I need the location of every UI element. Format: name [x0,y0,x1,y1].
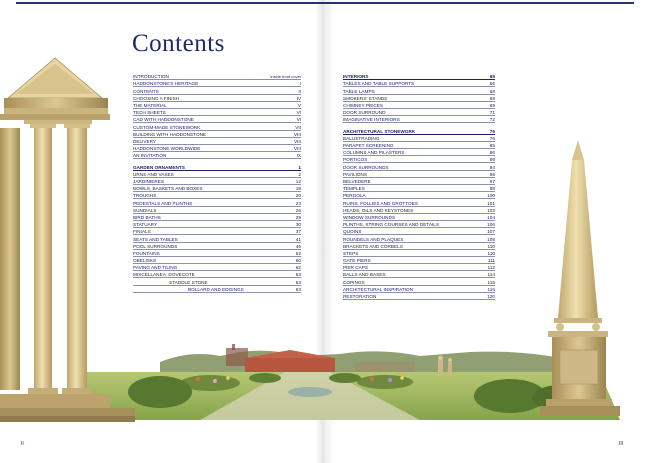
toc-entry-page: 68 [489,95,495,101]
toc-entry-page: 89 [489,157,495,163]
toc-entry-page: 111 [487,258,495,264]
toc-entry-label: BOLLARD AND EDGINGS [188,286,244,292]
toc-entry [343,116,495,123]
toc-entry-label: PERGOLA [343,193,366,199]
toc-entry-label: SMOKERS' STANDS [343,95,388,101]
toc-entry-page: 41 [295,236,301,242]
toc-entry-label: PORTICOS [343,157,368,163]
toc-entry [133,243,301,250]
toc-entry-page: VIII [293,131,301,137]
toc-entry-page: 52 [295,250,301,256]
toc-entry [343,156,495,163]
toc-right-column [343,73,495,300]
toc-entry-label: STADDLE STONE [169,279,208,285]
toc-entry-label: CHOOSING A FINISH [133,95,180,101]
toc-entry-page: 62 [295,265,301,271]
toc-entry-page: 116 [487,286,495,292]
toc-entry [343,163,495,170]
toc-entry-label: CUSTOM-MADE STONEWORK [133,124,201,130]
toc-section-heading [133,163,301,170]
toc-entry [133,116,301,123]
toc-entry-label: CAD WITH HADDONSTONE [133,117,194,123]
toc-entry-page: 72 [489,117,495,123]
toc-entry [133,102,301,109]
toc-entry-label: AN INVITATION [133,153,167,159]
toc-entry-label: SUNDIALS [133,207,157,213]
toc-entry-page: I [299,81,301,87]
toc-entry-label: PAVING AND TILING [133,265,178,271]
toc-entry [133,235,301,242]
toc-entry-page: 107 [487,229,495,235]
toc-entry-page: 20 [295,193,301,199]
toc-entry [343,214,495,221]
toc-entry [133,278,301,285]
toc-entry [133,257,301,264]
toc-entry-label: DOOR SURROUNDS [343,164,389,170]
toc-entry-label: PAVILIONS [343,171,368,177]
toc-entry-label: INTERIORS [343,74,369,80]
toc-entry-page: 37 [295,229,301,235]
toc-entry [343,142,495,149]
toc-entry [133,228,301,235]
toc-entry-page: V [297,102,301,108]
toc-entry-label: GATE PIERS [343,258,371,264]
toc-entry-page: 114 [487,272,495,278]
toc-entry-page: 100 [487,193,495,199]
toc-entry-page: 108 [487,236,495,242]
toc-entry [343,185,495,192]
toc-entry-page: 66 [489,81,495,87]
toc-entry-page: VIII [293,138,301,144]
toc-entry-label: THE MATERIAL [133,102,167,108]
toc-entry-page: 63 [295,272,301,278]
toc-entry-label: BELVEDERE [343,179,371,184]
toc-entry-label: TEMPLES [343,186,365,192]
toc-entry-label: GARDEN ORNAMENTS [133,164,185,170]
toc-entry-page: 46 [295,243,301,249]
toc-entry [133,264,301,271]
toc-entry-page: 106 [487,222,495,228]
toc-entry-page: 68 [489,88,495,94]
toc-entry-page: 69 [489,102,495,108]
toc-entry-page: 18 [295,186,301,192]
toc-entry-page: 60 [295,258,301,264]
toc-entry [133,138,301,145]
toc-entry-label: POOL SURROUNDS [133,243,178,249]
toc-entry [133,286,301,293]
toc-entry-page: 98 [489,186,495,192]
toc-section-heading [343,128,495,135]
portico-illustration [0,58,135,422]
toc-entry-page: 120 [487,294,495,299]
toc-entry-page: 30 [295,222,301,228]
toc-entry-label: HADDONSTONE'S HERITAGE [133,81,199,87]
toc-entry-label: OBELISKS [133,258,157,264]
toc-entry [343,192,495,199]
toc-entry-label: TABLES AND TABLE SUPPORTS [343,81,415,87]
toc-entry-label: IMAGINATIVE INTERIORS [343,117,400,123]
toc-entry-page: 110 [487,243,495,249]
toc-entry-page: 85 [489,143,495,149]
toc-entry [133,131,301,138]
toc-entry-label: PEDESTALS AND PLINTHS [133,200,193,206]
toc-entry-label: COPINGS [343,279,365,285]
toc-entry [133,109,301,116]
toc-entry [343,171,495,178]
toc-entry-label: BOWLS, BASKETS AND BOXES [133,186,203,192]
toc-entry-page: IX [296,153,301,159]
toc-entry-page: 104 [487,214,495,220]
toc-entry-page: VIII [293,146,301,152]
toc-entry [133,192,301,199]
background-hedges [160,344,560,372]
toc-entry [133,178,301,185]
toc-entry-page: IV [296,95,301,101]
toc-entry-page: 12 [295,179,301,184]
toc-entry-label: STATUARY [133,222,158,228]
toc-entry [133,185,301,192]
toc-entry-page: 29 [295,214,301,220]
toc-section-heading [343,73,495,80]
toc-entry-page: VII [295,124,301,130]
folio-left: II [21,441,24,447]
toc-entry-page: 115 [487,279,495,285]
toc-entry-page: 112 [487,265,495,271]
toc-entry [343,264,495,271]
toc-entry-page: 65 [489,74,495,80]
toc-entry-page: 63 [295,286,301,292]
toc-entry [343,87,495,94]
toc-entry-label: HADDONSTONE WORLDWIDE [133,146,201,152]
toc-entry-label: INTRODUCTION [133,74,169,80]
toc-entry [133,123,301,130]
pond [288,387,332,397]
toc-entry [343,257,495,264]
toc-entry [343,228,495,235]
toc-entry-page: Inside front cover [270,74,301,80]
toc-entry-label: PLINTHS, STRING COURSES AND DETAILS [343,222,440,228]
toc-entry-label: URNS AND VASES [133,171,174,177]
toc-entry-page: 75 [489,128,495,134]
toc-entry-page: 97 [489,179,495,184]
toc-entry [343,135,495,142]
toc-entry-page: 95 [489,171,495,177]
toc-entry-label: HEADS, OILS AND KEYSTONES [343,207,414,213]
toc-entry-page: 1 [298,164,301,170]
toc-entry-page: 110 [487,250,495,256]
toc-entry-label: FINIALS [133,229,151,235]
toc-entry [133,152,301,159]
toc-entry-label: MISCELLANEA: DOVECOTE [133,272,195,278]
page-title: Contents [132,30,225,57]
toc-entry-label: DELIVERY [133,138,157,144]
toc-entry-page: 23 [295,200,301,206]
toc-entry [133,271,301,278]
toc-entry-page: 2 [298,171,301,177]
folio-right: III [619,441,624,447]
toc-entry-label: RESTORATION [343,294,377,299]
toc-entry [343,221,495,228]
toc-entry-page: 71 [489,110,495,116]
toc-entry-page: 63 [295,279,301,285]
toc-entry-label: CONTENTS [133,88,159,94]
toc-entry [133,95,301,102]
toc-entry-label: JARDINIERES [133,179,164,184]
toc-entry [343,80,495,87]
toc-entry [343,199,495,206]
toc-entry [343,250,495,257]
toc-entry [343,178,495,185]
toc-entry-page: 26 [295,207,301,213]
toc-entry [133,207,301,214]
toc-entry [343,149,495,156]
toc-entry-label: SEATS AND TABLES [133,236,178,242]
toc-entry-label: COLUMNS AND PILASTERS [343,150,405,156]
toc-entry [133,214,301,221]
toc-entry-label: TABLE LAMPS [343,88,375,94]
toc-entry [343,109,495,116]
toc-entry-label: TROUGHS [133,193,157,199]
toc-entry [343,293,495,300]
toc-entry-label: BIRD BATHS [133,214,161,220]
toc-entry-label: RUINS, FOLLIES AND GROTTOES [343,200,418,206]
toc-entry-label: ROUNDELS AND PLAQUES [343,236,404,242]
toc-entry-label: QUOINS [343,229,362,235]
toc-entry [343,271,495,278]
obelisk-illustration [540,140,620,416]
toc-entry-label: BALUSTRADING [343,135,380,141]
toc-entry [343,243,495,250]
toc-entry-label: DOOR SURROUND [343,110,386,116]
toc-entry [133,171,301,178]
toc-entry [133,199,301,206]
toc-entry [343,95,495,102]
toc-entry-label: BUILDING WITH HADDONSTONE [133,131,207,137]
toc-entry [343,102,495,109]
toc-entry-label: TECH SHEETS [133,110,166,116]
toc-entry-page: 94 [489,164,495,170]
toc-entry-page: 76 [489,135,495,141]
toc-entry [343,278,495,285]
toc-entry [343,235,495,242]
toc-entry-label: BALLS AND BASES [343,272,386,278]
toc-entry-label: BRACKETS AND CORBELS [343,243,403,249]
toc-entry [343,286,495,293]
toc-entry-page: VI [296,117,301,123]
toc-entry-label: CHIMNEY PIECES [343,102,384,108]
toc-entry-page: 86 [489,150,495,156]
toc-entry-label: ARCHITECTURAL STONEWORK [343,128,416,134]
toc-entry-label: FOUNTAINS [133,250,160,256]
toc-entry-page: 103 [487,207,495,213]
toc-left-column [133,73,301,293]
toc-entry [133,221,301,228]
toc-entry [133,80,301,87]
toc-entry-label: STEPS [343,250,359,256]
toc-entry-label: WINDOW SURROUNDS [343,214,396,220]
toc-entry-label: PARAPET SCREENING [343,143,394,149]
toc-entry [343,207,495,214]
toc-entry-label: ARCHITECTURAL INSPIRATION [343,286,414,292]
toc-entry [133,250,301,257]
toc-entry-page: 101 [487,200,495,206]
toc-entry-page: II [298,88,301,94]
toc-entry-page: VI [296,110,301,116]
toc-entry [133,87,301,94]
toc-entry-label: PIER CAPS [343,265,369,271]
toc-entry [133,145,301,152]
toc-entry [133,73,301,80]
